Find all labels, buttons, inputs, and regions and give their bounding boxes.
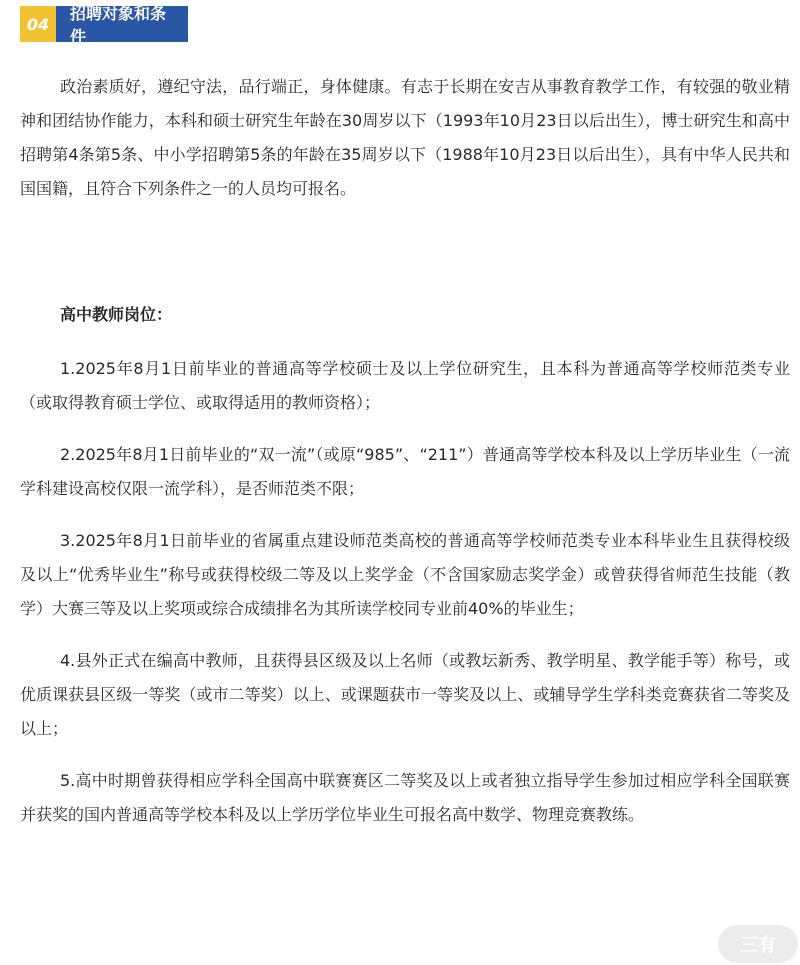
condition-item-3: 3.2025年8月1日前毕业的省属重点建设师范类高校的普通高等学校师范类专业本科毕业生且获得校级及以上“优秀毕业生”称号或获得校级二等及以上奖学金（不含国家励志奖学金）或曾获得省师范生技能（教学）大赛三等及以上奖项或综合成绩排名为其所读学校同专业前40%的毕业生；	[20, 531, 790, 618]
section-header	[20, 4, 188, 46]
condition-item-4: 4.县外正式在编高中教师，且获得县区级及以上名师（或教坛新秀、教学明星、教学能手等）称号，或优质课获县区级一等奖（或市二等奖）以上、或课题获市一等奖及以上、或辅导学生学科类竞赛获省二等奖及以上；	[20, 651, 790, 738]
condition-item-1: 1.2025年8月1日前毕业的普通高等学校硕士及以上学位研究生，且本科为普通高等学校师范类专业（或取得教育硕士学位、或取得适用的教师资格）；	[20, 359, 790, 412]
subheading-high-school-teacher: 高中教师岗位：	[60, 305, 173, 324]
article-body	[20, 70, 790, 850]
intro-paragraph: 政治素质好，遵纪守法，品行端正，身体健康。有志于长期在安吉从事教育教学工作，有较强的敬业精神和团结协作能力，本科和硕士研究生年龄在30周岁以下（1993年10月23日以后出生），博士研究生和高中招聘第4条第5条、中小学招聘第5条的年龄在35周岁以下（1988年10月23日以后出生），具有中华人民共和国国籍，且符合下列条件之一的人员均可报名。	[20, 77, 790, 198]
condition-item-2: 2.2025年8月1日前毕业的“双一流”（或原“985”、“211”）普通高等学校本科及以上学历毕业生（一流学科建设高校仅限一流学科），是否师范类不限；	[20, 445, 790, 498]
watermark-logo: 三有	[718, 925, 798, 963]
section-number-badge: 04	[20, 6, 56, 42]
condition-item-5: 5.高中时期曾获得相应学科全国高中联赛赛区二等奖及以上或者独立指导学生参加过相应学科全国联赛并获奖的国内普通高等学校本科及以上学历学位毕业生可报名高中数学、物理竞赛教练。	[20, 771, 790, 824]
section-title: 招聘对象和条件	[56, 6, 188, 42]
